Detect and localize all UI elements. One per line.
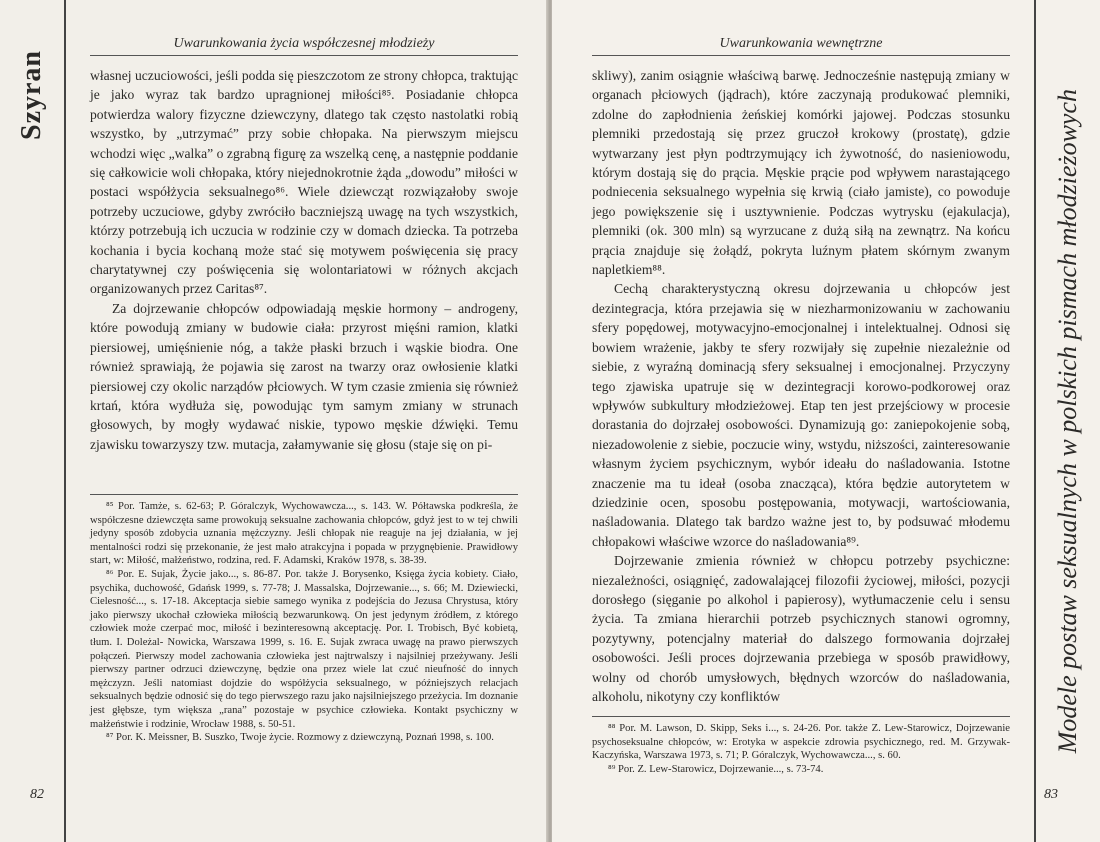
author-name: Szyran: [16, 50, 47, 140]
right-footnotes: [592, 716, 1010, 776]
left-page-margin-title: [0, 0, 66, 842]
paragraph: Dojrzewanie zmienia również w chłopcu potrzeby psychiczne: niezależności, osiągnięć, zadowalającej filozofii życiowej, miłości, pozycji dorosłego (sięganie po alkohol i papierosy), wytłumaczenie celu i sensu życia. Ta zmiana hierarchii potrzeb psychicznych stanowi ogromny, pozytywny, potencjalny materiał do dalszego formowania dojrzałej osobowości. Jeśli proces dojrzewania przebiega w sposób prawidłowy, wolny od chorób umysłowych, błędnych wzorców do naśladowania, alkoholu, nikotyny czy konfliktów: [592, 553, 1010, 704]
footnote: ⁸⁹ Por. Z. Lew-Starowicz, Dojrzewanie..., s. 73-74.: [608, 763, 824, 775]
paragraph: Za dojrzewanie chłopców odpowiadają męskie hormony – androgeny, które powodują zmiany w budowie ciała: przyrost mięśni ramion, klatki piersiowej, umięśnienie nóg, a także płaski brzuch i wąskie biodra. One również sprawiają, że pojawia się zarost na twarzy oraz owłosienie klatki piersiowej czy okolic narządów płciowych. W tym czasie zmienia się również krtań, która wydłuża się, powodując tym samym zmiany w strunach głosowych, by mogły wydawać niskie, typowo męskie dźwięki. Temu zjawisku towarzyszy tzw. mutacja, załamywanie się głosu (staje się on pi-: [90, 300, 518, 452]
running-head-right: Uwarunkowania wewnętrzne: [592, 36, 1010, 56]
footnote: ⁸⁵ Por. Tamże, s. 62-63; P. Góralczyk, Wychowawcza..., s. 143. W. Półtawska podkreśla, że współczesne dziewczęta same prowokują seksualne zachowania chłopców, gdyż jest to w tej chwili jedyny sposób zdobycia uznania mężczyzny. Jeśli chłopak nie reaguje na jej działania, w jej mentalności rodzi się przekonanie, że jest mało atrakcyjna i popada w przygnębienie. Prawidłowy start, w: Miłość, małżeństwo, rodzina, red. F. Adamski, Kraków 1978, s. 38-39.: [90, 501, 518, 567]
running-head-left: Uwarunkowania życia współczesnej młodzieży: [90, 36, 518, 56]
right-page: [552, 0, 1100, 842]
footnote: ⁸⁷ Por. K. Meissner, B. Suszko, Twoje życie. Rozmowy z dziewczyną, Poznań 1998, s. 100.: [106, 732, 494, 744]
book-title: Modele postaw seksualnych w polskich pismach młodzieżowych: [1053, 88, 1082, 754]
right-body-text: [592, 66, 1010, 706]
footnote: ⁸⁶ Por. E. Sujak, Życie jako..., s. 86-87. Por. także J. Borysenko, Księga życia kobiety. Ciało, psychika, duchowość, Gdańsk 1999, s. 77-78; J. Massalska, Dojrzewanie..., s. 66; M. Dziewiecki, Cielesność..., s. 17-18. Akceptacja siebie samego wynika z podejścia do Jezusa Chrystusa, który jako pierwszy ukochał człowieka miłością bezwarunkową. On jest jedynym źródłem, z którego człowiek może czerpać moc, miłość i bezinteresowną akceptację. Por. I. Trobisch, Być kobietą, tłum. I. Doleżal- Nowicka, Warszawa 1999, s. 16. E. Sujak zwraca uwagę na prawo pierwszych połączeń. Pierwszy model zachowania człowieka jest najtrwalszy i najsilniej przeżywany. Jeśli pierwszy partner odrzuci dziewczynę, będzie ona przez wiele lat czuć nieufność do innych mężczyzn. Jeśli natomiast dojdzie do współżycia seksualnego, w późniejszych relacjach seksualnych będzie odnosić się do tego pierwszego razu jako najsilniejszego przeżycia. Im doznanie jest głębsze, tym większa „rana” pozostaje w psychice człowieka. Kontakt psychiczny w małżeństwie i rodzinie, Wrocław 1988, s. 50-51.: [90, 568, 518, 730]
right-page-margin-title: [1034, 0, 1100, 842]
paragraph: własnej uczuciowości, jeśli podda się pieszczotom ze strony chłopca, traktując je jako wyraz tak bardzo upragnionej miłości⁸⁵. Posiadanie chłopca potwierdza walory fizyczne dziewczyny, dlatego tak często nastolatki robią wszystko, by „utrzymać” przy sobie chłopaka. Na pierwszym miejscu wchodzi więc „walka” o zgrabną figurę za wszelką cenę, a następnie poddanie się całkowicie woli chłopaka, który niejednokrotnie żąda „dowodu” miłości w postaci współżycia seksualnego⁸⁶. Wiele dziewcząt rozwiązałoby swoje potrzeby uczuciowe, gdyby zwróciło baczniejszą uwagę na tych wszystkich, którzy potrzebują ich uczucia w rodzinie czy w domach dziecka. Ta potrzeba kochania i bycia kochaną może stać się motywem poświęcenia się pracy charytatywnej czy poświęcenia się wolontariatowi w różnych akcjach organizowanych przez Caritas⁸⁷.: [90, 68, 518, 297]
page-number-left: 82: [30, 787, 44, 802]
footnote: ⁸⁸ Por. M. Lawson, D. Skipp, Seks i..., s. 24-26. Por. także Z. Lew-Starowicz, Dojrzewanie psychoseksualne chłopców, w: Erotyka w aspekcie zdrowia psychicznego, red. M. Grzywak-Kaczyńska, Warszawa 1973, s. 71; P. Góralczyk, Wychowawcza..., s. 60.: [592, 723, 1010, 762]
paragraph: skliwy), zanim osiągnie właściwą barwę. Jednocześnie następują zmiany w organach płciowych (jądrach), które zaczynają produkować plemniki, zdolne do zapłodnienia żeńskiej komórki jajowej. Podczas stosunku plemniki przedostają się przez gruczoł krokowy (prostatę), gdzie wytwarzany jest płyn podtrzymujący ich żywotność, do nasieniowodu, którym dostają się do prącia. Męskie prącie pod wpływem narastającego podniecenia seksualnego wypełnia się krwią (ciało jamiste), co powoduje jego powiększenie się i usztywnienie. Podczas wytrysku (ejakulacja), plemniki (ok. 300 mln) są wyrzucane z dużą siłą na zewnątrz. Na końcu prącia znajduje się żołądź, pokryta luźnym płatem skórnym zwanym napletkiem⁸⁸.: [592, 68, 1010, 278]
left-footnotes: [90, 494, 518, 745]
left-page: [0, 0, 548, 842]
page-number-right: 83: [1044, 787, 1058, 802]
left-body-text: [90, 66, 518, 454]
paragraph: Cechą charakterystyczną okresu dojrzewania u chłopców jest dezintegracja, która przejawia się w niezharmonizowaniu w zachowaniu sfery popędowej, motywacyjno-emocjonalnej i intelektualnej. Odnosi się bowiem wrażenie, jakby te sfery rozwijały się zupełnie niezależnie od siebie, z wyraźną dominacją sfery seksualnej i emocjonalnej. Przyczyny tego zjawiska upatruje się w dezintegracji korowo-podkorowej oraz wpływów subkultury młodzieżowej. Etap ten jest przejściowy w procesie dorastania do dojrzałej osobowości. Dynamizują go: zaniepokojenie sobą, niezadowolenie z siebie, poczucie winy, wstydu, niższości, zainteresowanie własnym życiem psychicznym, wybór ideału do naśladowania. Istotne znaczenie ma tu ideał (osoba znacząca), która będzie autorytetem w dziedzinie ocen, sposobu postępowania, motywacji, wartościowania, naśladowania. Dlatego tak bardzo ważne jest to, by podsuwać młodemu chłopakowi właściwe wzorce do naśladowania⁸⁹.: [592, 281, 1010, 549]
